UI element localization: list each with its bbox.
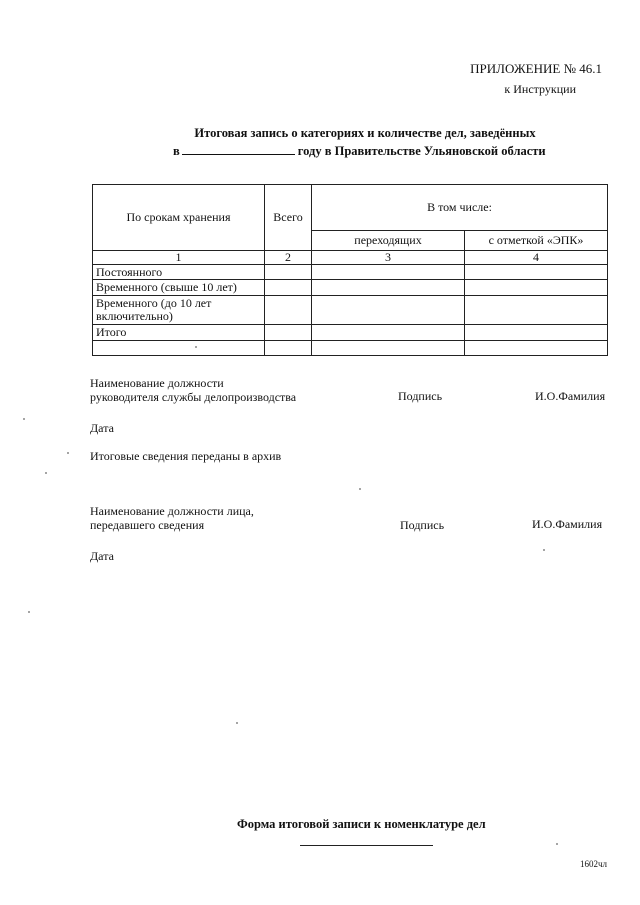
scan-speck	[195, 346, 197, 348]
header-including: В том числе:	[312, 185, 608, 231]
table-row	[93, 325, 608, 340]
responsible-position-line1: Наименование должности	[90, 376, 224, 390]
scan-speck	[67, 452, 69, 454]
responsible-signature-label: Подпись	[398, 389, 443, 403]
row-label-empty	[93, 340, 265, 355]
scan-speck	[543, 549, 545, 551]
table-cell	[312, 325, 465, 340]
table-row	[93, 264, 608, 279]
table-cell	[312, 295, 465, 325]
responsible-date-label: Дата	[90, 421, 114, 435]
column-number: 2	[265, 250, 312, 264]
table-cell	[265, 264, 312, 279]
column-number: 3	[312, 250, 465, 264]
scan-speck	[28, 611, 30, 613]
transfer-position-line1: Наименование должности лица,	[90, 504, 254, 518]
table-cell	[465, 340, 608, 355]
scan-speck	[359, 488, 361, 490]
cases-summary-table	[92, 184, 608, 356]
table-cell	[465, 264, 608, 279]
column-number: 4	[465, 250, 608, 264]
header-total: Всего	[265, 185, 312, 251]
row-label-temporary-over-10: Временного (свыше 10 лет)	[93, 280, 265, 295]
archived-note: Итоговые сведения переданы в архив	[90, 449, 282, 463]
form-title: Форма итоговой записи к номенклатуре дел	[237, 817, 486, 831]
title-prefix: в	[173, 144, 180, 158]
page-code: 1602чл	[580, 859, 608, 869]
table-cell	[465, 295, 608, 325]
scan-speck	[556, 843, 558, 845]
table-cell	[265, 295, 312, 325]
form-title-underline	[300, 845, 433, 846]
year-blank-field	[182, 143, 295, 155]
table-cell	[312, 264, 465, 279]
row-label-temporary-up-to-10: Временного (до 10 лет включительно)	[93, 295, 265, 325]
scan-speck	[45, 472, 47, 474]
header-storage-term: По срокам хранения	[93, 185, 265, 251]
row-label-total: Итого	[93, 325, 265, 340]
table-cell	[265, 325, 312, 340]
document-title-line1: Итоговая запись о категориях и количестве дел, заведённых	[194, 126, 536, 140]
transfer-position-line2: передавшего сведения	[90, 518, 205, 532]
document-title-line2	[173, 143, 546, 159]
row-label-permanent: Постоянного	[93, 264, 265, 279]
scan-speck	[236, 722, 238, 724]
transfer-date-label: Дата	[90, 549, 114, 563]
table-cell	[265, 340, 312, 355]
table-cell	[465, 325, 608, 340]
table-cell	[465, 280, 608, 295]
header-carried-over: переходящих	[312, 231, 465, 250]
table-row	[93, 280, 608, 295]
responsible-name-label: И.О.Фамилия	[535, 389, 606, 403]
table-cell	[312, 280, 465, 295]
table-cell	[312, 340, 465, 355]
responsible-position-line2: руководителя службы делопроизводства	[90, 390, 297, 404]
column-number: 1	[93, 250, 265, 264]
transfer-signature-label: Подпись	[400, 518, 445, 532]
scan-speck	[23, 418, 25, 420]
instruction-reference: к Инструкции	[504, 82, 576, 96]
table-row	[93, 340, 608, 355]
transfer-name-label: И.О.Фамилия	[532, 517, 603, 531]
header-epk-mark: с отметкой «ЭПК»	[465, 231, 608, 250]
title-suffix: году в Правительстве Ульяновской области	[297, 144, 546, 158]
table-row	[93, 295, 608, 325]
appendix-label: ПРИЛОЖЕНИЕ № 46.1	[470, 61, 602, 76]
table-cell	[265, 280, 312, 295]
